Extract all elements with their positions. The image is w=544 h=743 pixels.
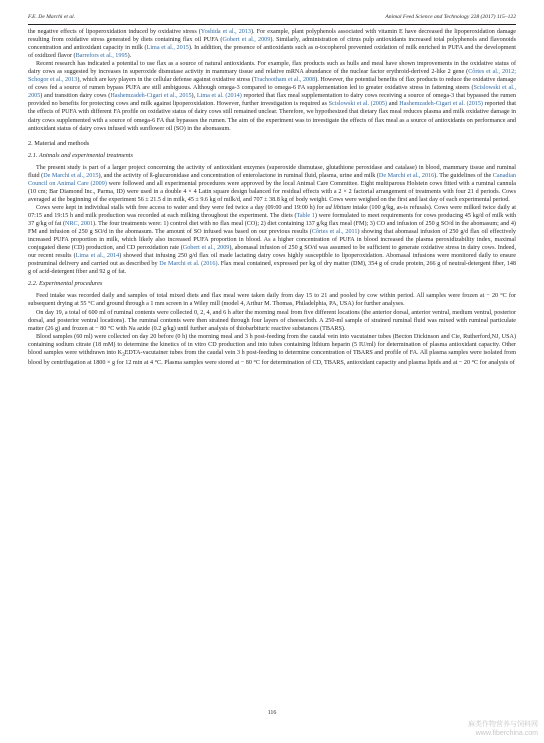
article-body (28, 28, 516, 367)
citation-link[interactable]: Côrtes et al., 2011 (311, 229, 358, 236)
header-authors: F.E. De Marchi et al. (28, 14, 76, 20)
citation-link[interactable]: Lima et al. (2014) (196, 93, 242, 100)
subsection-heading-procedures: 2.2. Experimental procedures (28, 280, 103, 288)
citation-link[interactable]: Barrefors et al., 1995 (75, 53, 128, 60)
citation-link[interactable]: Scislowski et al., 2005 (28, 85, 516, 100)
table-link[interactable]: Table 1 (296, 212, 315, 219)
citation-link[interactable]: Gobert et al., 2009 (182, 245, 230, 252)
subsection-heading-animals: 2.1. Animals and experimental treatments (28, 151, 133, 159)
paragraph-procedures-3: Blood samples (60 ml) were collected on day 20 before (0 h) the morning meal and 3 h post-feeding from the caudal vein into vacutainer tubes (Becton Dickinson and Cie, Rutherford,NJ, USA) containing sodium citrate (18 mM) to determine the kinetics of in vitro CD production and into tubes containing lithium heparin (5 IU/ml) for determination of plasma antioxidant capacity. Other blood samples were withdrawn into $K_3EDTA$-vacutainer tubes from the caudal vein 3 h post-feeding to determine concentration of TBARS and profile of FA. All plasma samples were isolated from blood by centrifugation at 1800 × g for 12 min at 4 °C. Plasma samples were stored at − 80 °C for determination of CD, TBARS, antioxidant capacity and plasma lipids and at − 20 °C for analysis of (28, 333, 516, 366)
paragraph-animals-1: The present study is part of a larger project concerning the activity of antioxidant enzymes (superoxide dismutase, glutathione peroxidase and catalase) in blood, mammary tissue and ruminal fluid (De Marchi et al., 2015), and the activity of ß-glucuronidase and concentration of enterolactone in ruminal fluid, plasma, urine and milk (De Marchi et al., 2016). The guidelines of the Canadian Council on Animal Care (2009) were followed and all experimental procedures were approved by the local Animal Care Committee. Eight multiparous Holstein cows fitted with a ruminal cannula (10 cm; Bar Diamond Inc., Parma, ID) were used in a double 4 × 4 Latin square design balanced for residual effects with a 2 × 2 factorial arrangement of treatments with four 21 d periods. Cows averaged at the beginning of the experiment 56 ± 21.5 d in milk, 45 ± 9.6 kg of milk/d, and 707 ± 38.8 kg of body weight. Cows were weighed on the first and last day of each experimental period. (28, 164, 516, 203)
running-header (28, 14, 516, 20)
citation-link[interactable]: De Marchi et al. (2016) (159, 261, 218, 268)
header-journal: Animal Feed Science and Technology 228 (2017) 115–122 (385, 14, 516, 20)
paragraph-procedures-1: Feed intake was recorded daily and samples of total mixed diets and flax meal were taken daily from day 15 to 21 and pooled by cow within period. All samples were frozen at − 20 °C for subsequent drying at 55 °C and ground through a 1 mm screen in a Wiley mill (model 4, Arthur M. Thomas, Philadelphia, PA, USA) for further analyses. (28, 293, 516, 308)
citation-link[interactable]: Côrtes et al., 2012; Schogor et al., 2013 (28, 69, 516, 84)
page-number: 116 (267, 710, 277, 716)
section-heading-methods: 2. Material and methods (28, 139, 90, 147)
citation-link[interactable]: De Marchi et al., 2016 (378, 172, 435, 179)
watermark (468, 720, 538, 738)
paragraph-intro-2: Recent research has indicated a potential to use flax as a source of natural antioxidants. For example, flax products such as hulls and meal have shown improvements in the oxidative status of dairy cows as suggested by increases in superoxide dismutase activity in mammary tissue and relative mRNA abundance of the nuclear factor erythroid-derived 2-like 2 gene (Côrtes et al., 2012; Schogor et al., 2013), which are key players in the cellular defense against oxidative stress (Trachootham et al., 2008). However, the potential benefits of flax products to reduce the oxidative damage of cows fed a source of rumen bypass PUFA are still ambiguous. Although omega-3 compared to omega-6 FA supplementation led to greater oxidative stress in fattening steers (Scislowski et al., 2005) and transition dairy cows (Hashemzadeh-Cigari et al., 2015), Lima et al. (2014) reported that flax meal supplementation to dairy cows receiving a source of omega-3 that bypassed the rumen provided no benefits for protecting cows and milk against lipoperoxidation. However, further investigation is required as Scislowski et al. (2005) and Hashemzadeh-Cigari et al. (2015) reported that the effects of PUFA with different FA profile on oxidative status of dairy cows still remained unclear. Therefore, we hypothesized that dietary flax meal reduces plasma and milk oxidative damage in dairy cows supplemented with a source of omega-6 FA that bypasses the rumen. The aim of the experiment was to investigate the effects of flax meal as a source of antioxidants on performance and antioxidant status of dairy cows infused with sunflower oil (SO) in the abomasum. (28, 61, 517, 132)
citation-link[interactable]: Hashemzadeh-Cigari et al., 2015 (110, 93, 192, 100)
paragraph-procedures-2: On day 19, a total of 600 ml of ruminal contents were collected 0, 2, 4, and 6 h after the morning meal from five different locations (the anterior dorsal, anterior ventral, medium ventral, posterior dorsal, and posterior ventral locations). The ruminal contents were then strained through four layers of cheesecloth. A 250-ml sample of strained ruminal fluid was mixed with ruminal particulate matter (26 g) and frozen at − 80 °C with Na azide (0.2 g/kg) until further analysis of thiobarbituric reactive substances (TBARS). (28, 309, 516, 332)
citation-link[interactable]: NRC, 2001 (65, 221, 94, 228)
citation-link[interactable]: Canadian Council on Animal Care (2009) (28, 172, 516, 187)
citation-link[interactable]: Scislowski et al. (2005) (328, 101, 388, 108)
citation-link[interactable]: Yoshida et al., 2013 (200, 29, 252, 35)
citation-link[interactable]: Lima et al., 2015 (146, 45, 189, 52)
citation-link[interactable]: Gobert et al., 2009 (222, 37, 271, 44)
citation-link[interactable]: Lima et al., 2014 (75, 253, 120, 260)
citation-link[interactable]: Trachootham et al., 2008 (253, 77, 316, 84)
citation-link[interactable]: De Marchi et al., 2015 (43, 172, 99, 179)
watermark-line-1: 麻类作物营养与饲料网 (468, 721, 538, 728)
watermark-line-2: www.fiberchina.com (475, 730, 538, 737)
header-rule (28, 24, 516, 25)
citation-link[interactable]: Hashemzadeh-Cigari et al. (2015) (399, 101, 483, 108)
paragraph-intro-1: the negative effects of lipoperoxidation induced by oxidative stress (Yoshida et al., 2013). For example, plant polyphenols associated with vitamin E have decreased the lipoperoxidation damage resulting from oxidative stress generated by diets containing flax oil PUFA (Gobert et al., 2009). Similarly, administration of citrus pulp antioxidants increased total polyphenols and flavonoids concentration and antioxidant capacity in milk (Lima et al., 2015). In addition, the presence of antioxidants such as α-tocopherol prevented oxidation of milk enriched in PUFA and the development of oxidized flavor (Barrefors et al., 1995). (28, 29, 517, 60)
paragraph-animals-2: Cows were kept in individual stalls with free access to water and they were fed twice a day (09:00 and 19:00 h) for ad libitum intake (100 g/kg, as-is refusals). Cows were milked twice daily at 07:15 and 19:15 h and milk production was recorded at each milking throughout the experiment. The diets (Table 1) were formulated to meet requirements for cows producing 45 kg/d of milk with 37 g/kg of fat (NRC, 2001). The four treatments were: 1) control diet with no flax meal (CO); 2) diet containing 137 g/kg flax meal (FM); 3) CO and infusion of 250 g SO/d in the abomasum; and 4) FM and infusion of 250 g SO/d in the abomasum. The amount of SO infused was based on our previous results (Côrtes et al., 2011) showing that abomasal infusion of 250 g/d flax oil effectively increased PUFA proportion in milk, which likely also increased PUFA proportion in blood. As a higher concentration of PUFA in blood increased the plasma peroxidizability index, maximal conjugated diene (CD) production, and CD peroxidation rate (Gobert et al., 2009), abomasal infusion of 250 g SO/d was assumed to be sufficient to generate oxidative stress in dairy cows. Indeed, our recent results (Lima et al., 2014) showed that infusing 250 g/d flax oil made lactating dairy cows highly susceptible to lipoperoxidation. Abomasal infusions were monitored daily to ensure postruminal delivery and carried out as described by De Marchi et al. (2016). Flax meal contained, expressed per kg of dry matter (DM), 354 g of crude protein, 266 g of neutral-detergent fiber, 148 g of acid-detergent fiber and 92 g of fat. (28, 204, 517, 276)
